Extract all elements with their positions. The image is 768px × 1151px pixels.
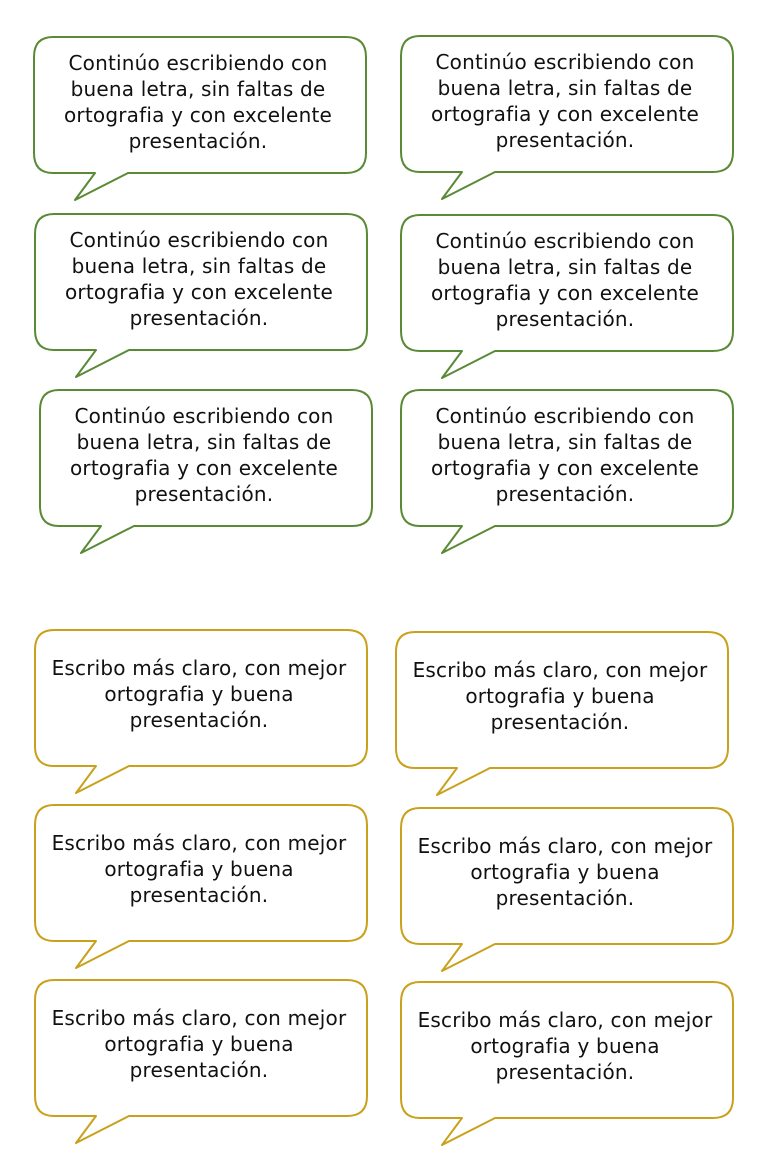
bubble-text: Escribo más claro, con mejor ortografia y buena presentación.: [417, 834, 713, 910]
speech-bubble-card-escribo-5: [34, 979, 374, 1149]
speech-bubble-card-continuo-4: [400, 214, 740, 384]
bubble-text: Continúo escribiendo con buena letra, sin faltas de ortografia y con excelente presentación.: [63, 51, 332, 153]
speech-bubble-card-escribo-4: [400, 807, 740, 977]
bubble-text: Escribo más claro, con mejor ortografia y buena presentación.: [51, 656, 347, 732]
speech-bubble-card-continuo-2: [400, 35, 740, 205]
bubble-text: Escribo más claro, con mejor ortografia y buena presentación.: [412, 658, 708, 734]
speech-bubble-card-continuo-3: [34, 213, 374, 383]
speech-bubble-card-escribo-6: [400, 981, 740, 1151]
speech-bubble-card-escribo-3: [34, 804, 374, 974]
speech-bubble-card-escribo-1: [34, 629, 374, 799]
speech-bubble-card-continuo-1: [33, 36, 373, 206]
bubble-text: Continúo escribiendo con buena letra, sin faltas de ortografia y con excelente presentación.: [64, 228, 333, 330]
bubble-text: Escribo más claro, con mejor ortografia y buena presentación.: [51, 831, 347, 907]
bubble-text: Continúo escribiendo con buena letra, sin faltas de ortografia y con excelente presentación.: [430, 229, 699, 331]
bubble-text: Continúo escribiendo con buena letra, sin faltas de ortografia y con excelente presentación.: [69, 404, 338, 506]
speech-bubble-card-continuo-5: [39, 389, 379, 559]
bubble-text: Continúo escribiendo con buena letra, sin faltas de ortografia y con excelente presentación.: [430, 50, 699, 152]
bubble-text: Escribo más claro, con mejor ortografia y buena presentación.: [51, 1006, 347, 1082]
bubble-text: Escribo más claro, con mejor ortografia y buena presentación.: [417, 1008, 713, 1084]
speech-bubble-card-continuo-6: [400, 389, 740, 559]
speech-bubble-card-escribo-2: [395, 631, 735, 801]
bubble-text: Continúo escribiendo con buena letra, sin faltas de ortografia y con excelente presentación.: [430, 404, 699, 506]
